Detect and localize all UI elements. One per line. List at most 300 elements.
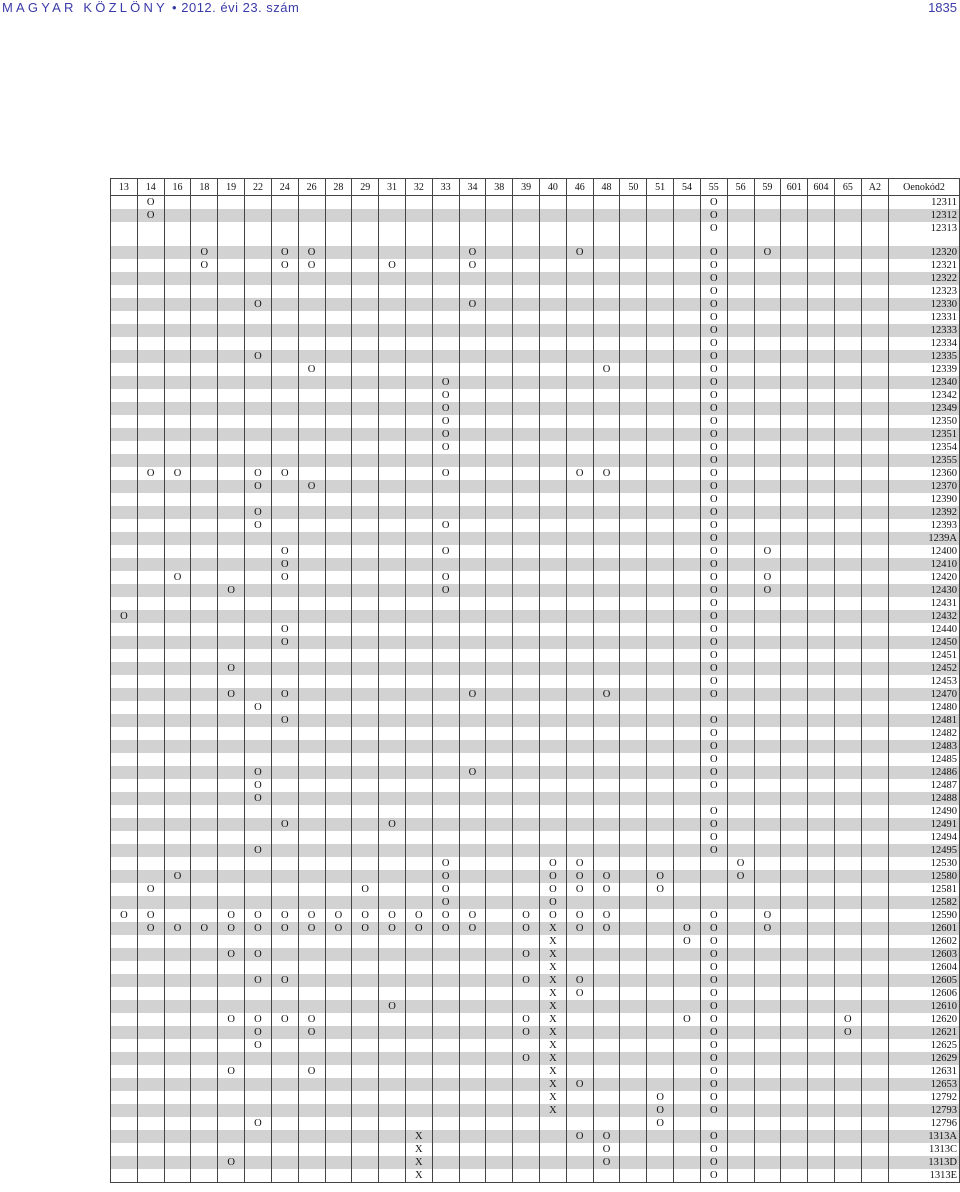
mark-cell (298, 324, 325, 337)
mark-cell (191, 285, 218, 298)
mark-cell (566, 584, 593, 597)
mark-cell (513, 467, 540, 480)
mark-cell (459, 285, 486, 298)
mark-cell: O (700, 727, 727, 740)
mark-cell (808, 766, 835, 779)
mark-cell (727, 1026, 754, 1039)
mark-cell (727, 1143, 754, 1156)
mark-cell (674, 428, 701, 441)
mark-cell (459, 1104, 486, 1117)
mark-cell (164, 909, 191, 922)
mark-cell (325, 974, 352, 987)
mark-cell (861, 831, 888, 844)
mark-cell (432, 779, 459, 792)
mark-cell (405, 662, 432, 675)
mark-cell: O (700, 1039, 727, 1052)
mark-cell: O (298, 1065, 325, 1078)
mark-cell (834, 1130, 861, 1143)
mark-cell (191, 337, 218, 350)
mark-cell (647, 298, 674, 311)
mark-cell: O (218, 1065, 245, 1078)
mark-cell (111, 493, 138, 506)
table-row (111, 1117, 960, 1130)
mark-cell (111, 285, 138, 298)
mark-cell: O (191, 922, 218, 935)
mark-cell (513, 545, 540, 558)
mark-cell (727, 1078, 754, 1091)
mark-cell (111, 948, 138, 961)
mark-cell (218, 389, 245, 402)
mark-cell (754, 441, 781, 454)
mark-cell (218, 571, 245, 584)
mark-cell (647, 480, 674, 493)
mark-cell: O (405, 922, 432, 935)
mark-cell (540, 311, 567, 324)
mark-cell (620, 1104, 647, 1117)
mark-cell (245, 558, 272, 571)
mark-cell: O (540, 909, 567, 922)
mark-cell (486, 1052, 513, 1065)
mark-cell (808, 428, 835, 441)
mark-cell (486, 428, 513, 441)
mark-cell (754, 506, 781, 519)
mark-cell (459, 792, 486, 805)
mark-cell (647, 753, 674, 766)
mark-cell (808, 480, 835, 493)
mark-cell (540, 363, 567, 376)
mark-cell (298, 1169, 325, 1183)
mark-cell (808, 1169, 835, 1183)
mark-cell (674, 519, 701, 532)
mark-cell (566, 285, 593, 298)
table-row (111, 311, 960, 324)
mark-cell (781, 766, 808, 779)
mark-cell (164, 519, 191, 532)
oenocode-cell: 12393 (889, 519, 960, 532)
mark-cell (781, 610, 808, 623)
mark-cell (754, 688, 781, 701)
mark-cell (808, 844, 835, 857)
mark-cell (593, 753, 620, 766)
mark-cell (674, 1104, 701, 1117)
mark-cell (218, 649, 245, 662)
mark-cell: O (245, 974, 272, 987)
mark-cell: O (459, 909, 486, 922)
mark-cell (727, 558, 754, 571)
mark-cell: O (700, 298, 727, 311)
mark-cell (540, 688, 567, 701)
mark-cell (834, 701, 861, 714)
mark-cell (593, 727, 620, 740)
mark-cell (325, 883, 352, 896)
mark-cell (808, 636, 835, 649)
mark-cell (432, 727, 459, 740)
mark-cell (298, 454, 325, 467)
mark-cell (727, 844, 754, 857)
mark-cell (191, 584, 218, 597)
mark-cell (513, 935, 540, 948)
mark-cell: O (700, 363, 727, 376)
mark-cell (674, 584, 701, 597)
mark-cell (325, 584, 352, 597)
mark-cell (245, 376, 272, 389)
mark-cell (620, 948, 647, 961)
mark-cell (298, 701, 325, 714)
mark-cell (808, 402, 835, 415)
mark-cell (111, 259, 138, 272)
mark-cell (674, 766, 701, 779)
mark-cell (298, 727, 325, 740)
mark-cell (271, 1104, 298, 1117)
mark-cell (861, 935, 888, 948)
mark-cell (540, 324, 567, 337)
mark-cell (111, 376, 138, 389)
mark-cell: O (245, 467, 272, 480)
mark-cell (754, 727, 781, 740)
mark-cell (781, 209, 808, 222)
mark-cell (137, 1117, 164, 1130)
mark-cell (861, 480, 888, 493)
mark-cell (405, 363, 432, 376)
mark-cell (754, 1104, 781, 1117)
mark-cell (727, 987, 754, 1000)
mark-cell (245, 1156, 272, 1169)
mark-cell: O (298, 246, 325, 259)
mark-cell (245, 1052, 272, 1065)
oenocode-cell: 12431 (889, 597, 960, 610)
mark-cell (620, 922, 647, 935)
mark-cell (620, 753, 647, 766)
mark-cell (727, 259, 754, 272)
mark-cell (111, 987, 138, 1000)
mark-cell (379, 480, 406, 493)
mark-cell (111, 714, 138, 727)
mark-cell (781, 1000, 808, 1013)
mark-cell (191, 209, 218, 222)
mark-cell (861, 337, 888, 350)
mark-cell: O (540, 870, 567, 883)
mark-cell (620, 545, 647, 558)
mark-cell (164, 376, 191, 389)
mark-cell (111, 1117, 138, 1130)
mark-cell (674, 454, 701, 467)
mark-cell (352, 1078, 379, 1091)
mark-cell (861, 818, 888, 831)
mark-cell (352, 1104, 379, 1117)
mark-cell (861, 454, 888, 467)
mark-cell (352, 363, 379, 376)
mark-cell (808, 259, 835, 272)
mark-cell (674, 532, 701, 545)
mark-cell (566, 701, 593, 714)
mark-cell (432, 636, 459, 649)
oenocode-cell: 12602 (889, 935, 960, 948)
mark-cell (486, 844, 513, 857)
mark-cell (620, 272, 647, 285)
mark-cell (486, 1117, 513, 1130)
mark-cell (405, 428, 432, 441)
mark-cell (459, 558, 486, 571)
mark-cell (486, 792, 513, 805)
mark-cell (593, 350, 620, 363)
mark-cell: O (674, 935, 701, 948)
mark-cell (164, 740, 191, 753)
mark-cell (593, 285, 620, 298)
mark-cell (781, 1078, 808, 1091)
mark-cell (861, 1078, 888, 1091)
mark-cell (245, 818, 272, 831)
mark-cell (513, 870, 540, 883)
oenocode-cell: 12792 (889, 1091, 960, 1104)
mark-cell (674, 493, 701, 506)
mark-cell (566, 376, 593, 389)
mark-cell (298, 974, 325, 987)
mark-cell (325, 272, 352, 285)
mark-cell (111, 337, 138, 350)
mark-cell (834, 480, 861, 493)
mark-cell (674, 415, 701, 428)
mark-cell (271, 1052, 298, 1065)
mark-cell (861, 688, 888, 701)
mark-cell (486, 389, 513, 402)
mark-cell (379, 987, 406, 1000)
mark-cell (808, 209, 835, 222)
mark-cell (861, 792, 888, 805)
mark-cell (352, 350, 379, 363)
mark-cell (325, 246, 352, 259)
mark-cell: O (700, 909, 727, 922)
mark-cell (727, 480, 754, 493)
mark-cell: O (379, 1000, 406, 1013)
mark-cell (298, 857, 325, 870)
mark-cell (352, 545, 379, 558)
mark-cell (352, 948, 379, 961)
mark-cell (325, 610, 352, 623)
mark-cell (137, 675, 164, 688)
mark-cell (727, 337, 754, 350)
mark-cell (754, 209, 781, 222)
mark-cell: O (700, 337, 727, 350)
mark-cell (379, 636, 406, 649)
mark-cell (647, 389, 674, 402)
mark-cell (566, 1091, 593, 1104)
mark-cell (620, 298, 647, 311)
mark-cell (834, 196, 861, 210)
mark-cell (674, 649, 701, 662)
mark-cell (191, 1104, 218, 1117)
mark-cell (486, 701, 513, 714)
mark-cell (566, 428, 593, 441)
mark-cell (245, 246, 272, 259)
mark-cell (727, 545, 754, 558)
mark-cell (325, 571, 352, 584)
mark-cell (432, 337, 459, 350)
mark-cell (137, 285, 164, 298)
mark-cell (271, 324, 298, 337)
mark-cell (861, 428, 888, 441)
oenocode-cell: 12793 (889, 1104, 960, 1117)
mark-cell (486, 805, 513, 818)
mark-cell (620, 506, 647, 519)
table-row (111, 506, 960, 519)
mark-cell (486, 519, 513, 532)
mark-cell (459, 649, 486, 662)
mark-cell (111, 298, 138, 311)
oenocode-cell: 12485 (889, 753, 960, 766)
mark-cell (405, 753, 432, 766)
table-row (111, 467, 960, 480)
mark-cell (218, 870, 245, 883)
mark-cell (647, 363, 674, 376)
mark-cell (727, 454, 754, 467)
empty-cell (834, 235, 861, 246)
mark-cell (325, 1130, 352, 1143)
mark-cell: O (700, 818, 727, 831)
mark-cell (674, 961, 701, 974)
mark-cell (834, 454, 861, 467)
mark-cell: O (566, 987, 593, 1000)
mark-cell (754, 987, 781, 1000)
mark-cell (674, 675, 701, 688)
mark-cell (566, 961, 593, 974)
mark-cell (727, 209, 754, 222)
mark-cell (432, 844, 459, 857)
mark-cell (486, 467, 513, 480)
mark-cell (834, 363, 861, 376)
mark-cell: X (405, 1156, 432, 1169)
mark-cell (325, 818, 352, 831)
mark-cell (459, 701, 486, 714)
mark-cell (218, 857, 245, 870)
mark-cell: O (700, 222, 727, 235)
mark-cell: O (700, 675, 727, 688)
oenocode-cell: 12452 (889, 662, 960, 675)
mark-cell (111, 209, 138, 222)
mark-cell (647, 961, 674, 974)
mark-cell (218, 363, 245, 376)
mark-cell (325, 558, 352, 571)
mark-cell (727, 324, 754, 337)
mark-cell (861, 1130, 888, 1143)
mark-cell (191, 480, 218, 493)
mark-cell (325, 701, 352, 714)
mark-cell (164, 844, 191, 857)
mark-cell (754, 1143, 781, 1156)
mark-cell (271, 675, 298, 688)
mark-cell (754, 259, 781, 272)
mark-cell (164, 1078, 191, 1091)
mark-cell (191, 766, 218, 779)
mark-cell (700, 870, 727, 883)
mark-cell (781, 1026, 808, 1039)
mark-cell (540, 441, 567, 454)
mark-cell (727, 675, 754, 688)
mark-cell (834, 597, 861, 610)
mark-cell (834, 1065, 861, 1078)
mark-cell (137, 844, 164, 857)
mark-cell: O (245, 1039, 272, 1052)
column-header: 24 (271, 179, 298, 196)
mark-cell (432, 766, 459, 779)
mark-cell (352, 558, 379, 571)
table-row (111, 1078, 960, 1091)
mark-cell: O (700, 376, 727, 389)
mark-cell (647, 636, 674, 649)
mark-cell (432, 688, 459, 701)
mark-cell (647, 649, 674, 662)
mark-cell (620, 1156, 647, 1169)
mark-cell (647, 1026, 674, 1039)
mark-cell: O (727, 870, 754, 883)
mark-cell (674, 350, 701, 363)
mark-cell (164, 1052, 191, 1065)
mark-cell (298, 337, 325, 350)
mark-cell (379, 1065, 406, 1078)
mark-cell (379, 1013, 406, 1026)
empty-cell (459, 235, 486, 246)
mark-cell (727, 519, 754, 532)
mark-cell (808, 1143, 835, 1156)
mark-cell (486, 246, 513, 259)
mark-cell (754, 363, 781, 376)
mark-cell (513, 272, 540, 285)
empty-cell (566, 235, 593, 246)
mark-cell (111, 1039, 138, 1052)
mark-cell (781, 1130, 808, 1143)
mark-cell (245, 196, 272, 210)
mark-cell (674, 196, 701, 210)
mark-cell (540, 480, 567, 493)
mark-cell (727, 597, 754, 610)
mark-cell (405, 649, 432, 662)
mark-cell (325, 480, 352, 493)
mark-cell (727, 1169, 754, 1183)
mark-cell (861, 649, 888, 662)
mark-cell (540, 649, 567, 662)
column-header: 601 (781, 179, 808, 196)
mark-cell (700, 857, 727, 870)
mark-cell (861, 883, 888, 896)
mark-cell (111, 1091, 138, 1104)
mark-cell (191, 701, 218, 714)
mark-cell (808, 1091, 835, 1104)
mark-cell (808, 337, 835, 350)
mark-cell (352, 376, 379, 389)
mark-cell: O (700, 415, 727, 428)
mark-cell (137, 1156, 164, 1169)
mark-cell (459, 896, 486, 909)
mark-cell (593, 1000, 620, 1013)
mark-cell (834, 987, 861, 1000)
mark-cell (781, 246, 808, 259)
column-header: A2 (861, 179, 888, 196)
mark-cell: O (700, 467, 727, 480)
mark-cell: O (754, 922, 781, 935)
oenocode-cell: 12354 (889, 441, 960, 454)
mark-cell (861, 1091, 888, 1104)
mark-cell (486, 1091, 513, 1104)
mark-cell (352, 584, 379, 597)
mark-cell (513, 766, 540, 779)
mark-cell (513, 454, 540, 467)
mark-cell (379, 209, 406, 222)
table-row (111, 636, 960, 649)
mark-cell (191, 610, 218, 623)
mark-cell (566, 818, 593, 831)
mark-cell (218, 961, 245, 974)
mark-cell: O (245, 701, 272, 714)
mark-cell: O (352, 883, 379, 896)
